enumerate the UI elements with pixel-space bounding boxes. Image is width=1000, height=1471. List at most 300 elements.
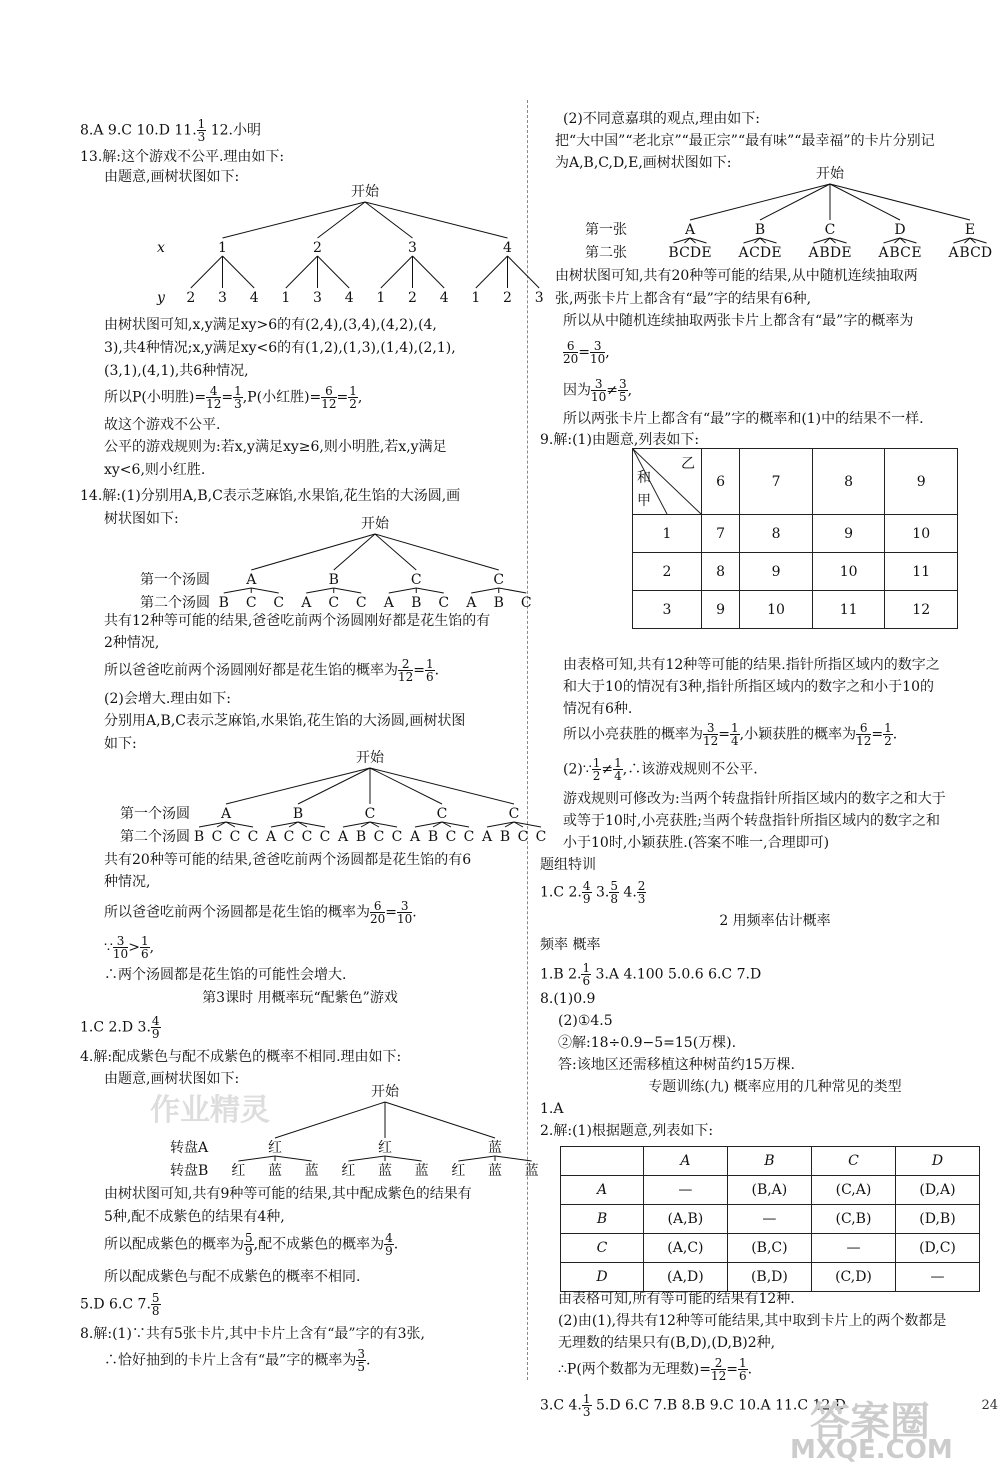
text-line: 如下: [104,736,137,752]
tree-node: A [684,222,696,238]
denominator: 6 [739,1369,747,1383]
denominator: 2 [349,397,357,411]
table-corner-cell [633,449,702,515]
denominator: 12 [321,397,337,411]
denominator: 2 [884,734,892,748]
tree-leaf: D [759,245,772,261]
tree-leaf: E [771,245,782,261]
tree-leaf: C [749,245,760,261]
denominator: 20 [563,352,579,366]
tree-leaf: B [218,595,229,611]
numerator: 2 [398,658,413,671]
tree-branch [476,256,508,288]
probability-line: 所以配成紫色的概率为 $\frac{5}{9}$ ,配不成紫色的概率为 $\frac{4}{9}$ . [104,1231,399,1258]
answer-line: 5.D 6.C 7. $\frac{5}{8}$ [80,1291,160,1318]
text-line: 由题意,画树状图如下: [104,1071,240,1087]
text-line: 树状图如下: [104,511,179,527]
table-row [561,1205,980,1234]
q13-heading: 13.解:这个游戏不公平.理由如下: [80,149,285,165]
text-line: 8.(1)0.9 [540,991,596,1007]
numerator: 1 [197,117,206,131]
table-cell: (A,B) [644,1205,728,1234]
text-line: 和大于10的情况有3种,指针所指区域内的数字之和小于10的 [563,679,934,695]
numerator: 6 [856,722,871,735]
tree-branch [416,588,444,593]
tree-branch [499,588,527,593]
tree-leaf: 3 [218,290,227,306]
tree-level-label: 第二张 [585,245,627,261]
fraction [233,385,243,410]
text-line: 2种情况, [104,635,160,651]
fraction [730,722,740,747]
tree-branch [223,202,366,238]
table-cell: — [644,1176,728,1205]
tree-branch [495,1156,532,1161]
denominator: 5 [619,390,627,404]
tree-leaf: A [466,595,477,611]
tree-leaf: A [948,245,959,261]
tree-leaf: 2 [186,290,196,306]
tree-leaf: C [283,829,295,845]
table-cell: (B,C) [727,1234,811,1263]
text-line: 由题意,画树状图如下: [104,169,240,185]
tree-node: 4 [503,240,512,256]
tree-leaf: 2 [408,290,417,306]
tree-leaf: C [535,829,547,845]
table-cell: A [561,1176,644,1205]
tree-leaf: C [247,829,259,845]
tree-branch [224,588,252,593]
tree-branch [306,588,334,593]
tree-leaf: A [808,245,819,261]
numerator: 1 [614,756,622,770]
tree-leaf: 4 [249,290,259,306]
table-cell: — [811,1234,895,1263]
text-line: 公平的游戏规则为:若x,y满足xy≥6,则小明胜,若x,y满足 [104,439,447,455]
tree-branch [318,202,366,238]
table-cell: (D,A) [895,1176,979,1205]
tree-leaf: D [980,245,993,261]
answer-line: 1.A [540,1101,564,1117]
table-header-cell: B [727,1147,811,1176]
text-line: 种情况, [104,874,151,890]
numerator: 3 [703,722,718,735]
tree-leaf: D [689,245,702,261]
text-line: 无理数的结果只有(B,D),(D,B)2种, [558,1335,776,1351]
answer-line: 3.C 4. $\frac{1}{3}$ 5.D 6.C 7.B 8.B 9.C 10.A 11.C 12.D [540,1392,846,1419]
tree-node: C [824,222,836,238]
table-row [561,1234,980,1263]
tree-leaf: 2 [503,290,512,306]
table-header-cell: 8 [812,449,885,515]
table-row [633,553,958,591]
tree-diagram-14a [140,512,540,612]
tree-leaf: 红 [341,1163,356,1179]
fraction [637,880,647,905]
table-cell: 3 [633,591,702,629]
numerator: 3 [590,340,605,353]
tree-leaf: A [481,829,493,845]
denominator: 6 [426,670,434,684]
tree-leaf: 蓝 [304,1163,319,1179]
numerator: 1 [426,657,434,671]
tree-level-label: 第一个汤圆 [140,572,210,588]
table-cell: 10 [740,591,813,629]
tree-diagram-cards [585,162,1000,266]
probability-line: $\frac{6}{20}$ = $\frac{3}{10}$ , [563,339,610,366]
axis-label-y: y [157,290,165,306]
text-line: 由表格可知,所有等可能的结果有12种. [558,1291,795,1307]
fraction [356,1348,366,1373]
tree-branch [370,768,514,804]
numerator: 3 [397,900,412,913]
tree-node: D [894,222,906,238]
tree-leaf: C [391,829,403,845]
tree-leaf: 4 [439,290,449,306]
corner-label-bot: 甲 [637,493,651,509]
tree-leaf: 1 [376,290,386,306]
q9-heading: 9.解:(1)由题意,列表如下: [540,432,700,448]
tree-branch [370,768,442,804]
fraction [613,757,623,782]
fraction [563,340,578,365]
tree-branch [191,256,223,288]
q8-heading: 8.解:(1)∵共有5张卡片,其中卡片上含有“最”字的有3张, [80,1326,425,1342]
tree-level-label: 第一个汤圆 [120,806,190,822]
denominator: 6 [582,974,591,988]
comparison-line: (2)∵ $\frac{1}{2}$ ≠ $\frac{1}{4}$ ,∴该游戏规则不公平. [563,756,758,783]
answer-line: 1.C 2.D 3. $\frac{4}{9}$ [80,1014,160,1041]
text-line: 由表格可知,共有12种等可能的结果.指针所指区域内的数字之 [563,657,940,673]
probability-line: 所以爸爸吃前两个汤圆刚好都是花生馅的概率为 $\frac{2}{12}$ = $\frac{1}{6}$ . [104,657,440,684]
numerator: 1 [582,961,591,975]
tree-branch [251,588,279,593]
tree-node: E [964,222,976,238]
tree-diagram-13 [155,180,555,315]
fraction [151,1292,161,1317]
text-line: 由树状图可知,共有9种等可能的结果,其中配成紫色的结果有 [104,1186,472,1202]
denominator: 12 [206,397,222,411]
table-cell: 9 [740,553,813,591]
numerator: 2 [637,879,646,893]
tree-node: C [508,806,520,822]
text-line: (2)①4.5 [558,1013,613,1029]
section-title: 2 用频率估计概率 [719,913,831,929]
fraction [397,900,412,925]
tree-leaf: 1 [281,290,291,306]
tree-branch [760,184,830,220]
denominator: 12 [856,734,872,748]
tree-node: B [292,806,304,822]
tree-leaf: B [493,595,504,611]
tree-node: B [328,572,339,588]
tree-leaf: C [328,595,340,611]
text-line: 小于10时,小颖获胜.(答案不唯一,合理即可) [563,835,830,851]
table-cell: (C,A) [811,1176,895,1205]
table-cell: 9 [702,591,740,629]
tree-leaf: C [445,829,457,845]
numerator: 3 [619,377,627,391]
fraction [398,658,413,683]
tree-branch [690,184,830,220]
tree-leaf: A [409,829,421,845]
tree-branch [385,1156,422,1161]
text-line: 所以配成紫色与配不成紫色的概率不相同. [104,1269,361,1285]
text-line: 3),共4种情况;x,y满足xy<6的有(1,2),(1,3),(1,4),(2,1), [104,340,456,356]
text-line: (2)不同意嘉琪的观点,理由如下: [563,111,760,127]
table-header-cell: A [644,1147,728,1176]
tree-branch [334,534,375,570]
table-header-cell: 9 [885,449,958,515]
denominator: 9 [385,1244,393,1258]
table-header-cell: 6 [702,449,740,515]
numerator: 6 [370,900,385,913]
numerator: 1 [234,384,242,398]
fraction [856,722,871,747]
table-row [633,515,958,553]
probability-line: 所以P(小明胜)= $\frac{4}{12}$ = $\frac{1}{3}$ ,P(小红胜)= $\frac{6}{12}$ = $\frac{1}{2}$ , [104,384,363,411]
fraction [244,1232,254,1257]
numerator: 5 [151,1291,160,1305]
fraction [711,1357,726,1382]
watermark-url: MXQE.COM [790,1435,953,1465]
tree-branch [365,202,508,238]
tree-leaf: 红 [451,1163,466,1179]
tree-leaf: 4 [344,290,354,306]
numerator: 3 [113,935,128,948]
tree-node: 红 [378,1140,392,1156]
table-cell: 8 [702,553,740,591]
tree-leaf: C [355,595,367,611]
tree-level-label: 第一张 [585,222,627,238]
table-cell: 11 [885,553,958,591]
fraction [592,757,602,782]
table-cell: 10 [885,515,958,553]
table-row [561,1176,980,1205]
tree-leaf: A [265,829,277,845]
denominator: 4 [731,734,739,748]
fraction [425,658,435,683]
tree-branch [471,588,499,593]
tree-node: C [436,806,448,822]
tree-leaf: 蓝 [268,1163,282,1179]
numerator: 5 [245,1231,253,1245]
tree-leaf: 蓝 [524,1163,539,1179]
tree-leaf: 3 [534,290,544,306]
probability-line: ∴恰好抽到的卡片上含有“最”字的概率为 $\frac{3}{5}$ . [104,1347,371,1374]
text-line: 或等于10时,小亮获胜;当两个转盘指针所指区域内的数字之和 [563,813,940,829]
tree-branch [275,1156,312,1161]
numerator: 1 [140,934,149,948]
numerator: 6 [321,385,336,398]
tree-leaf: A [301,595,312,611]
tree-branch [365,202,413,238]
denominator: 12 [398,670,414,684]
denominator: 3 [197,130,206,144]
tree-leaf: B [499,829,511,845]
tree-level-label: 转盘B [170,1163,209,1179]
numerator: 1 [739,1356,747,1370]
right-column [540,0,1000,1471]
answer-line: 8.A 9.C 10.D 11. $\frac{1}{3}$ 12.小明 [80,117,262,144]
table-header-cell [561,1147,644,1176]
corner-label-mid: 和 [637,470,651,486]
fraction [151,1015,161,1040]
left-column [80,0,550,1471]
tree-leaf: A [878,245,889,261]
tree-root-label: 开始 [371,1084,399,1100]
tree-leaf: B [411,595,422,611]
table-cell: 10 [812,553,885,591]
table-header-cell: 7 [740,449,813,515]
table-cell: (C,B) [811,1205,895,1234]
table-cell: (B,A) [727,1176,811,1205]
fraction [618,378,628,403]
probability-line: ∴P(两个数都为无理数)= $\frac{2}{12}$ = $\frac{1}{6}$ . [558,1356,753,1383]
text-line: 分别用A,B,C表示芝麻馅,水果馅,花生馅的大汤圆,画树状图 [104,713,466,729]
fraction [206,385,221,410]
comparison-line: 因为 $\frac{3}{10}$ ≠ $\frac{3}{5}$ , [563,377,633,404]
tree-leaf: 蓝 [488,1163,502,1179]
probability-line: 所以爸爸吃前两个汤圆都是花生馅的概率为 $\frac{6}{20}$ = $\frac{3}{10}$ . [104,899,417,926]
tree-leaf: C [517,829,529,845]
fraction [582,880,592,905]
tree-branch [413,256,445,288]
tree-leaf: A [738,245,749,261]
table-cell: (D,B) [895,1205,979,1234]
table-cell: 12 [885,591,958,629]
fraction [581,962,591,987]
text-line: 共有12种等可能的结果,爸爸吃前两个汤圆刚好都是花生馅的有 [104,613,491,629]
denominator: 8 [610,892,618,906]
text-line: 情况有6种. [563,701,633,717]
subsection-title: 题组特训 [540,857,596,873]
fraction [348,385,358,410]
table-header-cell: C [811,1147,895,1176]
tree-leaf: 3 [313,290,322,306]
tree-branch [385,1102,495,1138]
fraction [738,1357,748,1382]
table-cell: 1 [633,515,702,553]
numerator: 2 [711,1357,726,1370]
answer-line: 1.B 2. $\frac{1}{6}$ 3.A 4.100 5.0.6 6.C 7.D [540,961,762,988]
tree-branch [298,768,370,804]
table-cell: 11 [812,591,885,629]
numerator: 1 [582,1392,591,1406]
tree-leaf: E [911,245,922,261]
fraction [197,118,207,143]
tree-leaf: C [438,595,450,611]
tree-node: B [754,222,766,238]
tree-node: A [246,572,257,588]
numerator: 1 [884,721,892,735]
tree-branch [226,768,370,804]
tree-leaf: C [273,595,285,611]
probability-line: 所以小亮获胜的概率为 $\frac{3}{12}$ = $\frac{1}{4}$ ,小颖获胜的概率为 $\frac{6}{12}$ = $\frac{1}{2}$ . [563,721,898,748]
fraction [384,1232,394,1257]
fraction [113,935,128,960]
corner-label-top: 乙 [681,456,695,472]
text-line: (3,1),(4,1),共6种情况, [104,363,249,379]
tree-leaf: B [427,829,439,845]
tree-node: C [410,572,422,588]
denominator: 12 [703,734,719,748]
text-line: (2)由(1),得共有12种等可能结果,其中取到卡片上的两个数都是 [558,1313,947,1329]
watermark-logo: 答案圈 [810,1399,930,1445]
tree-leaf: A [383,595,394,611]
text-line: ②解:18÷0.9−5=15(万棵). [558,1035,737,1051]
denominator: 9 [245,1244,253,1258]
text-line: 游戏规则可修改为:当两个转盘指针所指区域内的数字之和大于 [563,791,946,807]
tree-leaf: C [373,829,385,845]
numerator: 1 [349,384,357,398]
text-line: 5种,配不成紫色的结果有4种, [104,1209,285,1225]
axis-label-x: x [157,240,165,256]
tree-level-label: 第二个汤圆 [140,595,210,611]
tree-leaf: A [337,829,349,845]
table-cell: 7 [702,515,740,553]
table-cell: (A,C) [644,1234,728,1263]
denominator: 20 [370,912,386,926]
tree-leaf: B [355,829,367,845]
tree-node: C [493,572,505,588]
table-cell: D [561,1263,644,1292]
numerator: 1 [592,756,601,770]
tree-leaf: C [520,595,532,611]
tree-leaf: D [829,245,842,261]
denominator: 9 [151,1027,160,1041]
table-cell: — [895,1263,979,1292]
tree-node: 蓝 [488,1140,502,1156]
tree-branch [223,256,255,288]
tree-leaf: E [841,245,852,261]
table-row [633,591,958,629]
tree-leaf: 红 [231,1163,246,1179]
tree-branch [375,534,499,570]
fraction [370,900,385,925]
text-line: 把“大中国”“老北京”“最正宗”“最有味”“最幸福”的卡片分别记 [555,133,935,149]
tree-branch [334,588,362,593]
numerator: 6 [563,340,578,353]
text-line: 所以两张卡片上都含有“最”字的概率和(1)中的结果不一样. [563,411,924,427]
tree-leaf: C [211,829,223,845]
tree-branch [375,534,416,570]
text-line: 共有20种等可能的结果,爸爸吃前两个汤圆都是花生馅的有6 [104,852,472,868]
page-number: 24 [981,1398,998,1413]
denominator: 10 [590,352,606,366]
fraction [609,880,619,905]
text-line: ∴两个汤圆都是花生馅的可能性会增大. [104,967,347,983]
numerator: 3 [357,1347,365,1361]
table-cell: 2 [633,553,702,591]
tree-leaf: C [245,595,257,611]
text-line: 为A,B,C,D,E,画树状图如下: [555,155,732,171]
tree-branch [830,184,900,220]
tree-branch [508,256,540,288]
tree-branch [286,256,318,288]
table-cell: (B,D) [727,1263,811,1292]
tree-leaf: B [668,245,679,261]
denominator: 2 [592,769,601,783]
tree-branch [238,1156,275,1161]
tree-leaf: E [701,245,712,261]
table-header-cell: D [895,1147,979,1176]
denominator: 10 [112,947,129,961]
text-line: 由树状图可知,共有20种等可能的结果,从中随机连续抽取两 [555,268,918,284]
fraction [582,1393,592,1418]
tree-branch [275,1102,385,1138]
numerator: 5 [610,879,618,893]
